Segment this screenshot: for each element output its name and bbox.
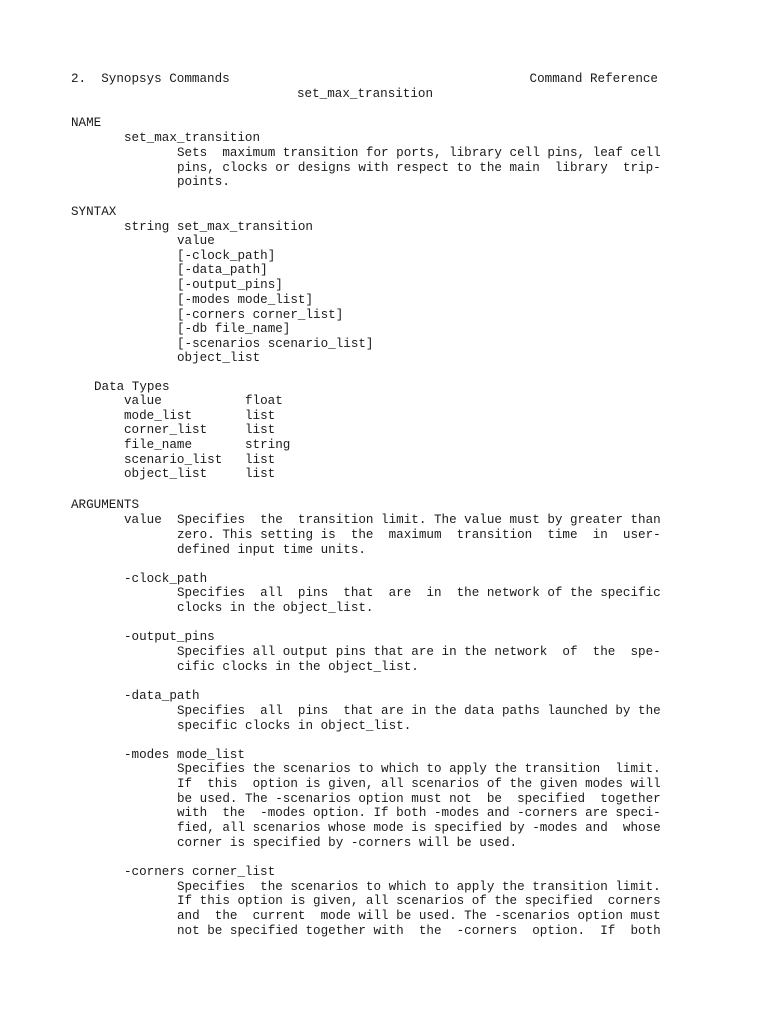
name-command: set_max_transition <box>124 131 261 145</box>
argument-desc-line: not be specified together with the -corners option. If both <box>177 924 661 938</box>
data-type-type: string <box>245 438 291 453</box>
data-type-type: float <box>245 394 283 408</box>
data-type-name: mode_list <box>124 408 193 423</box>
syntax-param: object_list <box>177 351 261 365</box>
argument-desc-line: Specifies all pins that are in the data paths launched by the <box>177 704 661 718</box>
header-section: 2. Synopsys Commands <box>71 72 230 86</box>
argument-desc-line: corner is specified by -corners will be used. <box>177 836 518 850</box>
syntax-param: [-corners corner_list] <box>177 308 344 322</box>
data-type-type: list <box>245 467 276 482</box>
argument-desc-line: Specifies the scenarios to which to apply the transition limit. <box>177 762 661 776</box>
syntax-param: [-clock_path] <box>177 249 276 263</box>
argument-desc-line: zero. This setting is the maximum transition time in user- <box>177 528 661 542</box>
argument-name: -modes mode_list <box>124 748 245 762</box>
data-type-name: corner_list <box>124 423 208 438</box>
argument-name: -corners corner_list <box>124 865 276 879</box>
name-desc-line: Sets maximum transition for ports, library cell pins, leaf cell <box>177 146 661 160</box>
argument-desc-line: If this option is given, all scenarios of the given modes will <box>177 777 661 791</box>
data-types-heading: Data Types <box>94 380 170 394</box>
arguments-heading: ARGUMENTS <box>71 498 140 512</box>
data-type-name: file_name <box>124 438 193 453</box>
header-command-name: set_max_transition <box>297 87 434 101</box>
syntax-param: [-data_path] <box>177 263 268 277</box>
argument-desc-line: Specifies all pins that are in the network of the specific <box>177 586 661 600</box>
syntax-param: [-output_pins] <box>177 278 283 292</box>
argument-desc-line: defined input time units. <box>177 543 366 557</box>
name-desc-line: points. <box>177 175 230 189</box>
argument-desc-line: be used. The -scenarios option must not be specified together <box>177 792 661 806</box>
argument-desc-line: with the -modes option. If both -modes and -corners are speci- <box>177 806 661 820</box>
argument-desc-line: specific clocks in object_list. <box>177 719 412 733</box>
argument-desc-line: cific clocks in the object_list. <box>177 660 419 674</box>
data-type-type: list <box>245 423 276 438</box>
name-desc-line: pins, clocks or designs with respect to the main library trip- <box>177 161 661 175</box>
syntax-heading: SYNTAX <box>71 205 117 219</box>
data-type-name: value <box>124 394 162 408</box>
data-types-table <box>124 394 290 482</box>
argument-desc-line: clocks in the object_list. <box>177 601 374 615</box>
data-type-type: list <box>245 408 276 423</box>
argument-name: -data_path <box>124 689 200 703</box>
data-type-type: list <box>245 452 276 467</box>
argument-desc-line: fied, all scenarios whose mode is specified by -modes and whose <box>177 821 661 835</box>
argument-desc-line: Specifies the scenarios to which to apply the transition limit. <box>177 880 661 894</box>
argument-name: value <box>124 513 162 527</box>
data-type-name: scenario_list <box>124 452 223 467</box>
argument-desc-line: Specifies the transition limit. The value must by greater than <box>177 513 661 527</box>
syntax-param: [-db file_name] <box>177 322 291 336</box>
syntax-param: [-modes mode_list] <box>177 293 314 307</box>
argument-name: -output_pins <box>124 630 215 644</box>
syntax-param: [-scenarios scenario_list] <box>177 337 374 351</box>
argument-desc-line: Specifies all output pins that are in the network of the spe- <box>177 645 661 659</box>
data-type-name: object_list <box>124 467 208 482</box>
name-heading: NAME <box>71 116 102 130</box>
argument-desc-line: If this option is given, all scenarios of the specified corners <box>177 894 661 908</box>
syntax-signature: string set_max_transition <box>124 220 313 234</box>
header-book-title: Command Reference <box>529 72 658 86</box>
argument-desc-line: and the current mode will be used. The -scenarios option must <box>177 909 661 923</box>
argument-name: -clock_path <box>124 572 208 586</box>
syntax-param: value <box>177 234 215 248</box>
